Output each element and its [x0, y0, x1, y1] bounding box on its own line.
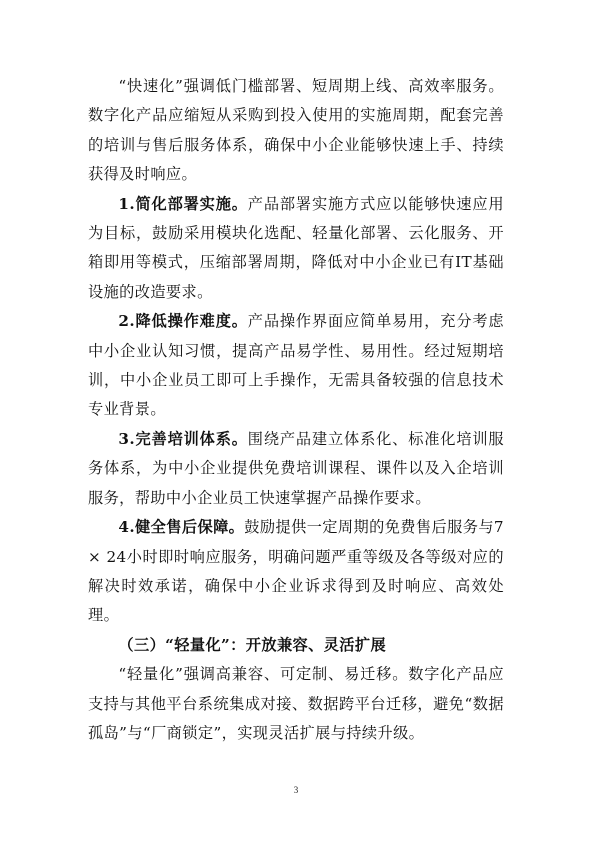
paragraph-speed-intro — [88, 72, 504, 190]
paragraph-text: 鼓励提供一定周期的免费售后服务与7 × 24小时即时响应服务，明确问题严重等级及各等级对应的解决时效承诺，确保中小企业诉求得到及时响应、高效处理。 — [88, 518, 504, 625]
paragraph-text: 围绕产品建立体系化、标准化培训服务体系，为中小企业提供免费培训课程、课件以及入企培训服务，帮助中小企业员工快速掌握产品操作要求。 — [88, 429, 504, 507]
paragraph-lead: 4.健全售后保障。 — [118, 518, 245, 537]
paragraph-reduce-difficulty — [88, 307, 504, 425]
paragraph-simplify-deployment — [88, 190, 504, 308]
paragraph-lightweight-intro: “轻量化”强调高兼容、可定制、易迁移。数字化产品应支持与其他平台系统集成对接、数据跨平台迁移，避免“数据孤岛”与“厂商锁定”，实现灵活扩展与持续升级。 — [88, 665, 504, 742]
paragraph-text: “快速化”强调低门槛部署、短周期上线、高效率服务。数字化产品应缩短从采购到投入使用的实施周期，配套完善的培训与售后服务体系，确保中小企业能够快速上手、持续获得及时响应。 — [88, 77, 504, 184]
section-heading: （三）“轻量化”：开放兼容、灵活扩展 — [118, 635, 387, 654]
page-content — [88, 72, 504, 748]
paragraph-after-sales — [88, 513, 504, 631]
page-number: 3 — [293, 785, 299, 795]
paragraph-text: 产品操作界面应简单易用，充分考虑中小企业认知习惯，提高产品易学性、易用性。经过短期培训，中小企业员工即可上手操作，无需具备较强的信息技术专业背景。 — [88, 312, 504, 419]
paragraph-lead: 1.简化部署实施。 — [118, 194, 248, 213]
paragraph-lead: 3.完善培训体系。 — [118, 429, 248, 448]
paragraph-lead: 2.降低操作难度。 — [118, 312, 248, 331]
paragraph-text: 产品部署实施方式应以能够快速应用为目标，鼓励采用模块化选配、轻量化部署、云化服务、开箱即用等模式，压缩部署周期，降低对中小企业已有IT基础设施的改造要求。 — [88, 194, 504, 301]
paragraph-training-system — [88, 425, 504, 513]
